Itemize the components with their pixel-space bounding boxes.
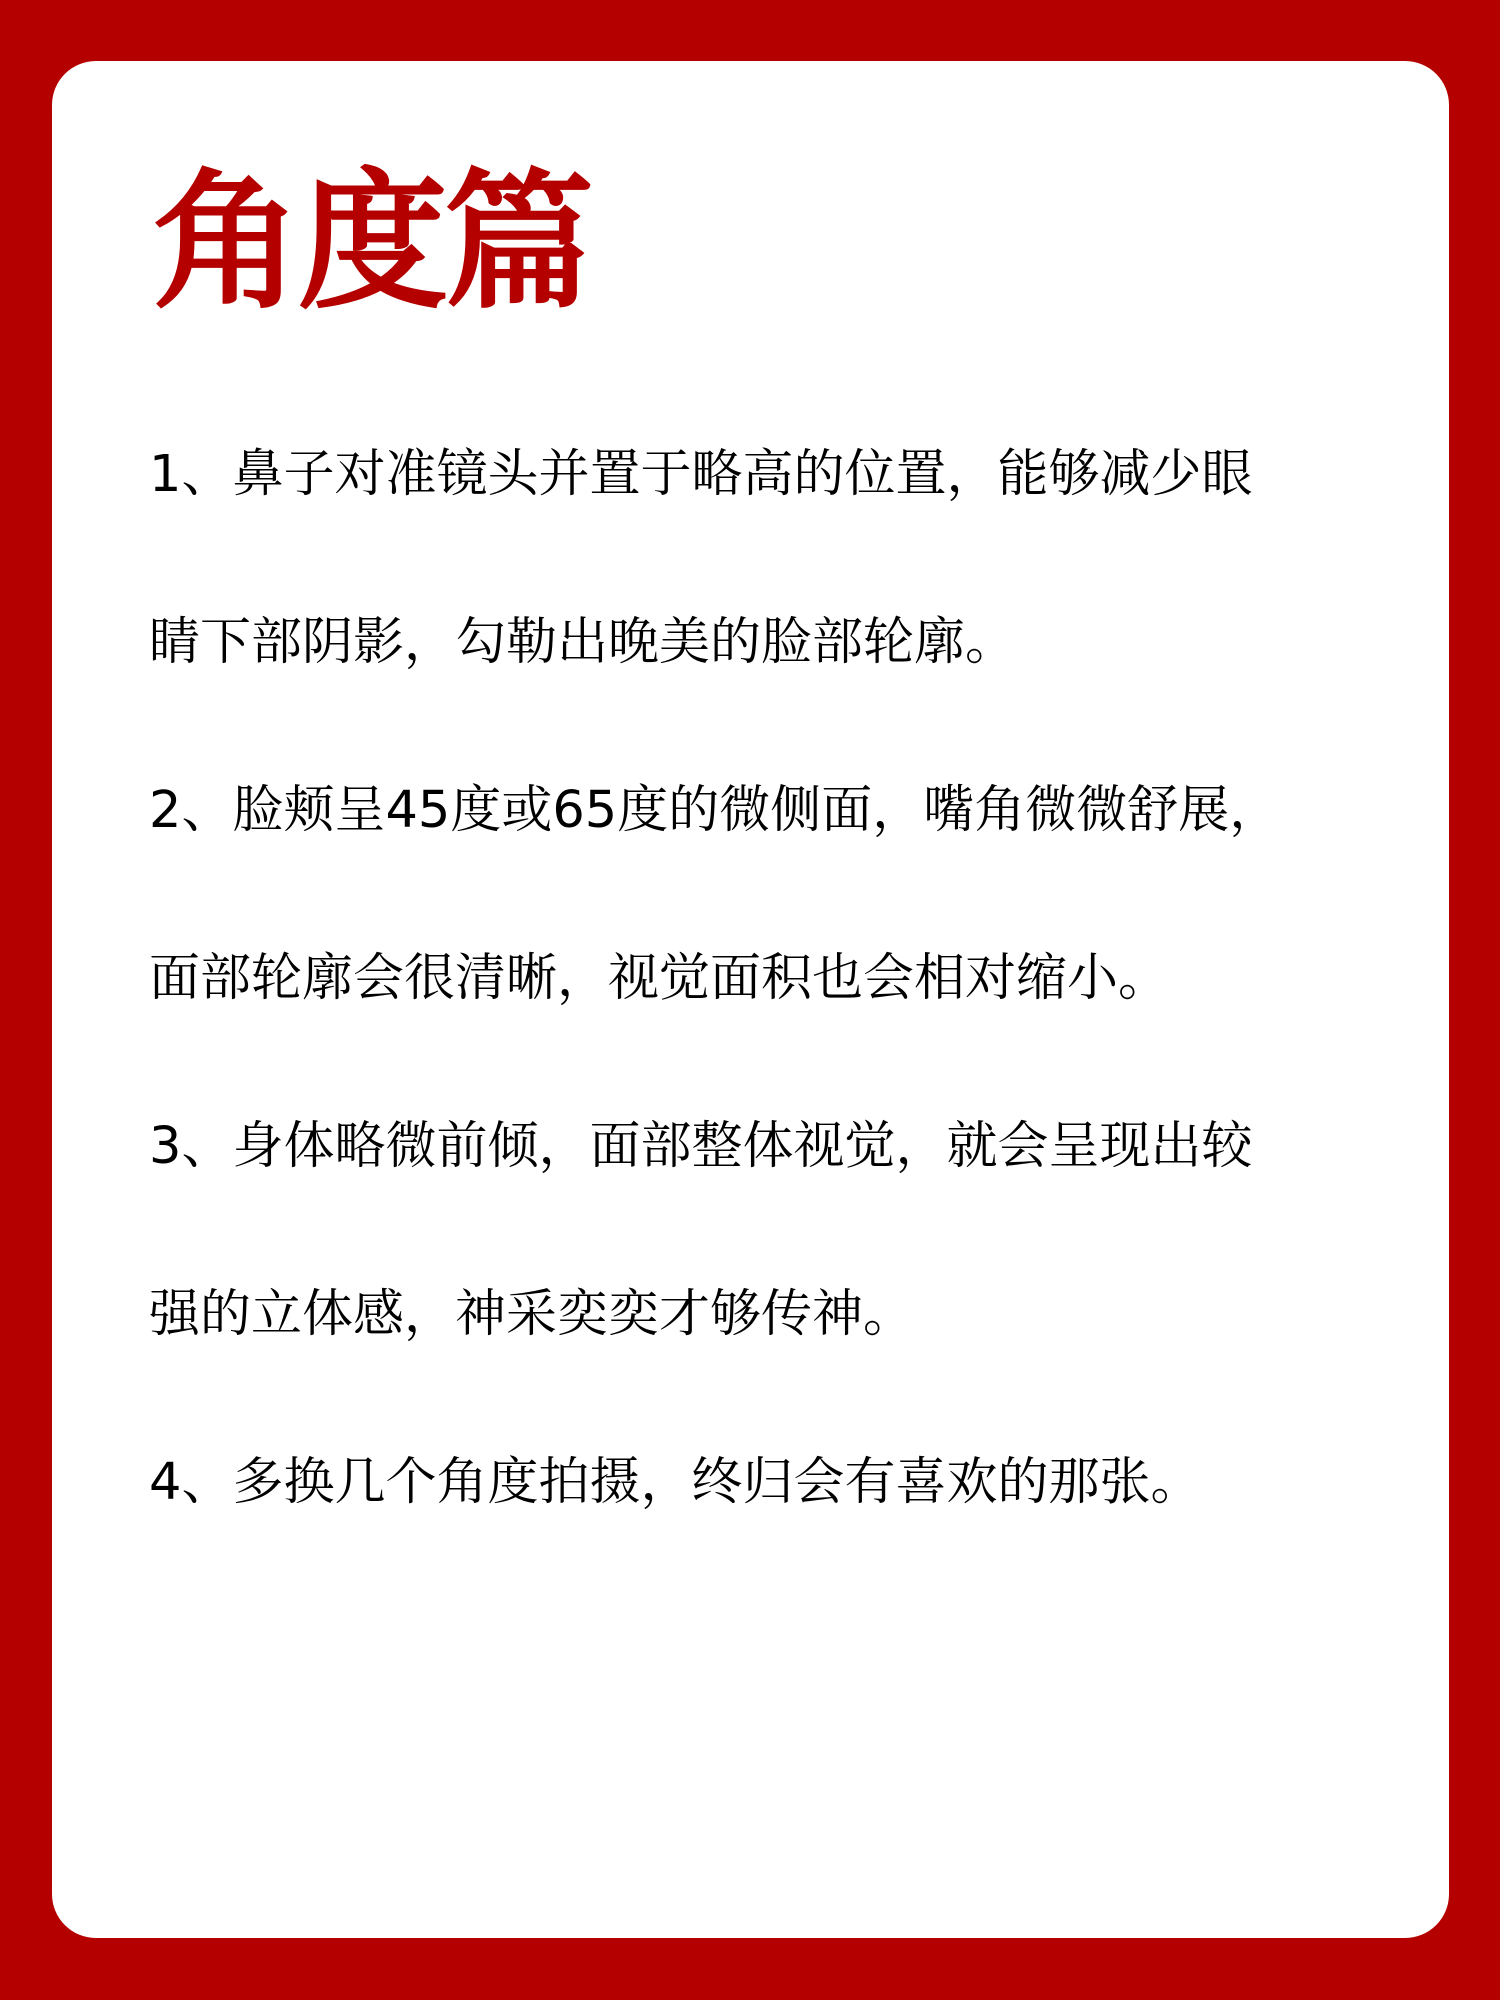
tip-2-line-2: 面部轮廓会很清晰，视觉面积也会相对缩小。: [149, 949, 1170, 1008]
tip-paragraph-4: [149, 1399, 1399, 1567]
page-title: 角度篇: [152, 156, 591, 330]
tip-1-line-1: 1、鼻子对准镜头并置于略高的位置，能够减少眼: [149, 445, 1253, 504]
tip-paragraph-3: [149, 1063, 1399, 1399]
tip-3-line-1: 3、身体略微前倾，面部整体视觉，就会呈现出较: [149, 1117, 1253, 1176]
tip-2-line-1: 2、脸颊呈45度或65度的微侧面，嘴角微微舒展，: [149, 781, 1281, 840]
content-card: [52, 61, 1449, 1938]
tip-1-line-2: 睛下部阴影，勾勒出晚美的脸部轮廓。: [149, 613, 1017, 672]
tip-3-line-2: 强的立体感，神采奕奕才够传神。: [149, 1285, 915, 1344]
tips-list: [149, 391, 1399, 1567]
tip-4-line-1: 4、多换几个角度拍摄，终归会有喜欢的那张。: [149, 1453, 1202, 1512]
tip-paragraph-2: [149, 727, 1399, 1063]
tip-paragraph-1: [149, 391, 1399, 727]
